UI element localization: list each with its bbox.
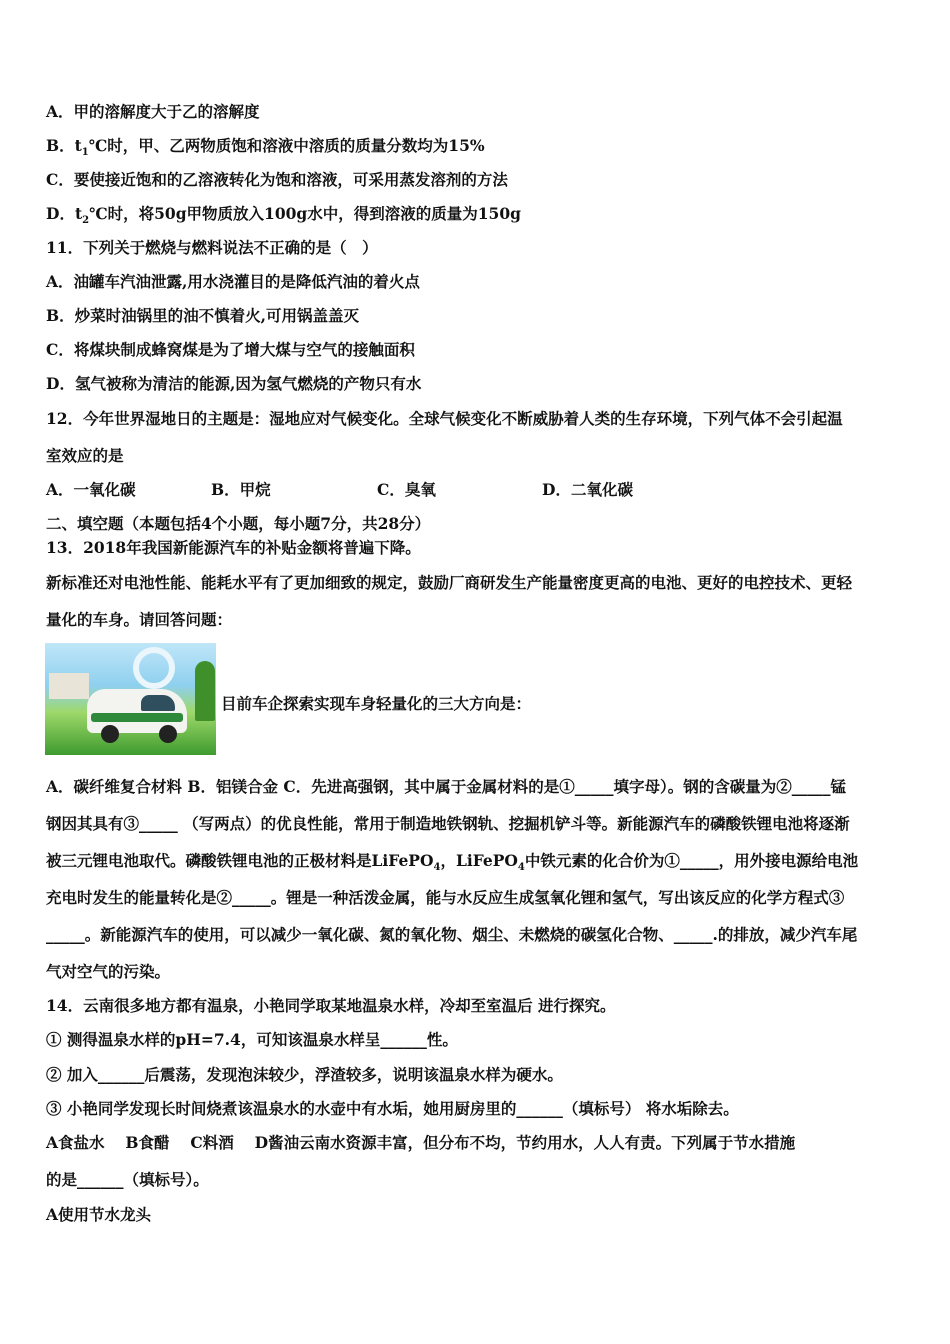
- option-12c: C．臭氧: [377, 480, 436, 499]
- option-11b: B．炒菜时油锅里的油不慎着火,可用锅盖盖灭: [46, 306, 359, 325]
- question-13-body-1: A．碳纤维复合材料 B．铝镁合金 C．先进高强钢，其中属于金属材料的是①_____填字母）。钢的含碳量为②_____锰: [46, 777, 847, 796]
- section-2-heading: 二、填空题（本题包括4个小题，每小题7分，共28分）: [46, 514, 431, 533]
- question-12: 12．今年世界湿地日的主题是：湿地应对气候变化。全球气候变化不断威胁着人类的生存环境，下列气体不会引起温: [46, 409, 843, 428]
- question-14-part-2: ② 加入______后震荡，发现泡沫较少，浮渣较多，说明该温泉水样为硬水。: [46, 1065, 563, 1084]
- question-12-cont: 室效应的是: [46, 446, 124, 465]
- question-13-body-3: 被三元锂电池取代。磷酸铁锂电池的正极材料是LiFePO$_4$，LiFePO$_4$中铁元素的化合价为①_____，用外接电源给电池: [46, 851, 859, 874]
- question-13-para-2: 量化的车身。请回答问题：: [46, 610, 233, 629]
- option-12b: B．甲烷: [211, 480, 271, 499]
- question-11: 11．下列关于燃烧与燃料说法不正确的是（ ）: [46, 238, 378, 257]
- question-14-part-1: ① 测得温泉水样的pH=7.4，可知该温泉水样呈______性。: [46, 1030, 458, 1049]
- option-11a: A．油罐车汽油泄露,用水浇灌目的是降低汽油的着火点: [46, 272, 420, 291]
- option-12a: A．一氧化碳: [46, 480, 136, 499]
- question-14-option-a: A使用节水龙头: [46, 1205, 152, 1224]
- question-14-options: A食盐水 B食醋 C料酒 D酱油云南水资源丰富，但分布不均，节约用水，人人有责。下列属于节水措施: [46, 1133, 796, 1152]
- question-13-image-caption: 目前车企探索实现车身轻量化的三大方向是：: [221, 694, 532, 713]
- option-11d: D．氢气被称为清洁的能源,因为氢气燃烧的产物只有水: [46, 374, 422, 393]
- question-13-body-5: _____。新能源汽车的使用，可以减少一氧化碳、氮的氧化物、烟尘、未燃烧的碳氢化合物、_____.的排放，减少汽车尾: [46, 925, 858, 944]
- question-13-body-6: 气对空气的污染。: [46, 962, 171, 981]
- question-13-para-1: 新标准还对电池性能、能耗水平有了更加细致的规定，鼓励厂商研发生产能量密度更高的电池、更好的电控技术、更轻: [46, 573, 853, 592]
- option-10c: C．要使接近饱和的乙溶液转化为饱和溶液，可采用蒸发溶剂的方法: [46, 170, 508, 189]
- question-14-part-3: ③ 小艳同学发现长时间烧煮该温泉水的水壶中有水垢，她用厨房里的______（填标号） 将水垢除去。: [46, 1099, 739, 1118]
- option-10d: D．$t_2℃$时，将50g甲物质放入100g水中，得到溶液的质量为150g: [46, 204, 521, 227]
- option-10a: A．甲的溶解度大于乙的溶解度: [46, 102, 260, 121]
- question-13-body-4: 充电时发生的能量转化是②_____。锂是一种活泼金属，能与水反应生成氢氧化锂和氢气，写出该反应的化学方程式③: [46, 888, 845, 907]
- question-13: 13．2018年我国新能源汽车的补贴金额将普遍下降。: [46, 538, 421, 557]
- question-14-part-4: 的是______（填标号）。: [46, 1170, 209, 1189]
- option-11c: C．将煤块制成蜂窝煤是为了增大煤与空气的接触面积: [46, 340, 415, 359]
- option-10b: B．$t_1℃$时，甲、乙两物质饱和溶液中溶质的质量分数均为15%: [46, 136, 485, 159]
- question-14: 14．云南很多地方都有温泉，小艳同学取某地温泉水样，冷却至室温后 进行探究。: [46, 996, 616, 1015]
- option-12d: D．二氧化碳: [542, 480, 633, 499]
- question-13-body-2: 钢因其具有③_____ （写两点）的优良性能，常用于制造地铁钢轨、挖掘机铲斗等。新能源汽车的磷酸铁锂电池将逐渐: [46, 814, 850, 833]
- new-energy-car-image: [45, 643, 216, 755]
